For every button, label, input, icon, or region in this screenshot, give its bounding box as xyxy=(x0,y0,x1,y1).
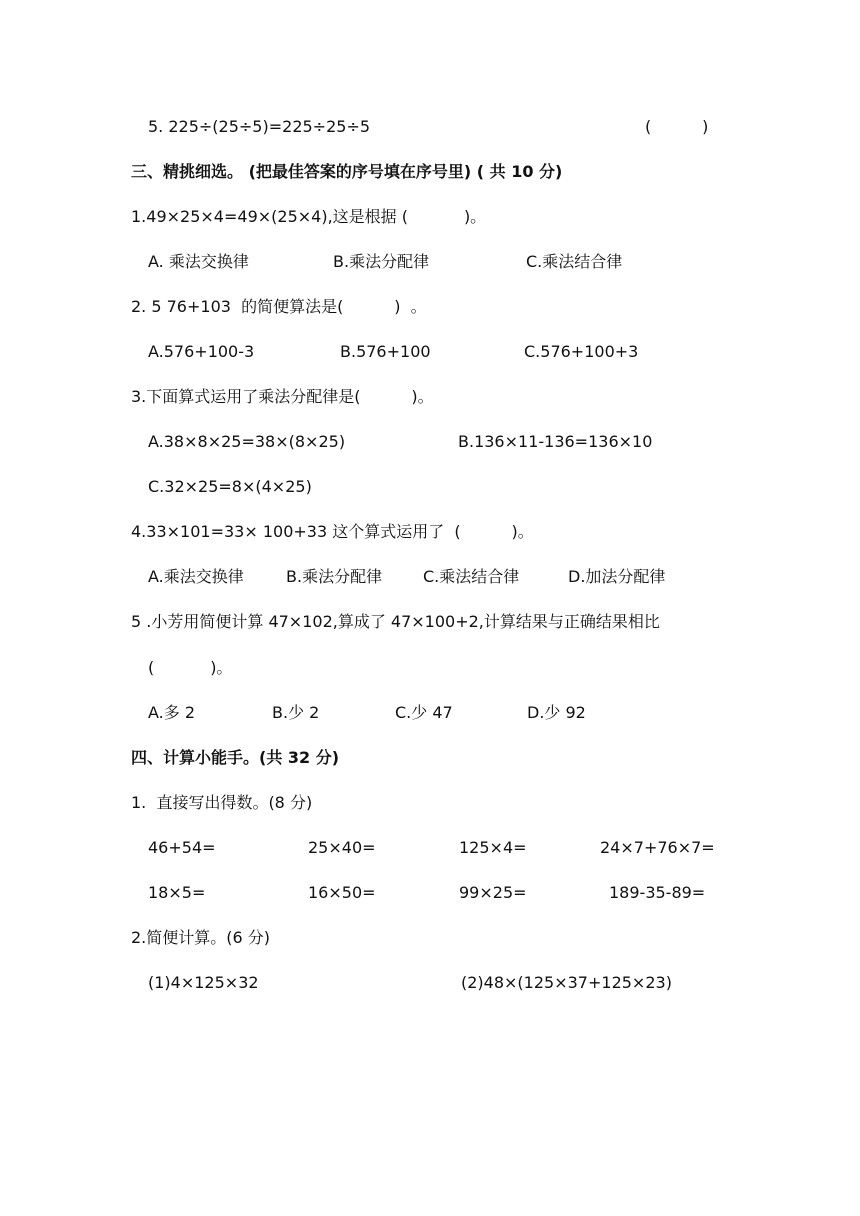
option-c[interactable]: C.576+100+3 xyxy=(524,342,639,361)
answer-blank[interactable]: ( ) xyxy=(645,117,709,136)
option-d[interactable]: D.加法分配律 xyxy=(568,567,666,586)
question-3-stem: 3.下面算式运用了乘法分配律是( )。 xyxy=(131,387,434,406)
option-a[interactable]: A.多 2 xyxy=(148,703,196,722)
option-c[interactable]: C.少 47 xyxy=(395,703,453,722)
option-c[interactable]: C.32×25=8×(4×25) xyxy=(148,477,312,496)
true-false-question-5: 5. 225÷(25÷5)=225÷25÷5 xyxy=(148,117,371,136)
question-5-blank[interactable]: ( )。 xyxy=(148,658,233,677)
option-d[interactable]: D.少 92 xyxy=(527,703,586,722)
option-b[interactable]: B.576+100 xyxy=(340,342,431,361)
part-2-title: 2.简便计算。(6 分) xyxy=(131,928,271,947)
simplify-item-2: (2)48×(125×37+125×23) xyxy=(461,973,672,992)
option-a[interactable]: A.576+100-3 xyxy=(148,342,255,361)
option-a[interactable]: A. 乘法交换律 xyxy=(148,252,249,271)
simplify-item-1: (1)4×125×32 xyxy=(148,973,259,992)
mental-math-item: 16×50= xyxy=(308,883,376,902)
mental-math-item: 18×5= xyxy=(148,883,206,902)
part-1-title: 1. 直接写出得数。(8 分) xyxy=(131,793,313,812)
mental-math-item: 25×40= xyxy=(308,838,376,857)
section-4-heading: 四、计算小能手。(共 32 分) xyxy=(131,748,340,767)
mental-math-item: 99×25= xyxy=(459,883,527,902)
question-1-stem: 1.49×25×4=49×(25×4),这是根据 ( )。 xyxy=(131,207,487,226)
question-2-stem: 2. 5 76+103 的简便算法是( ) 。 xyxy=(131,297,427,316)
mental-math-item: 189-35-89= xyxy=(609,883,706,902)
option-b[interactable]: B.少 2 xyxy=(272,703,320,722)
mental-math-item: 24×7+76×7= xyxy=(600,838,715,857)
option-a[interactable]: A.38×8×25=38×(8×25) xyxy=(148,432,346,451)
mental-math-item: 125×4= xyxy=(459,838,527,857)
question-4-stem: 4.33×101=33× 100+33 这个算式运用了 ( )。 xyxy=(131,522,534,541)
option-c[interactable]: C.乘法结合律 xyxy=(526,252,623,271)
option-c[interactable]: C.乘法结合律 xyxy=(423,567,520,586)
section-3-heading: 三、精挑细选。 (把最佳答案的序号填在序号里) ( 共 10 分) xyxy=(131,162,563,181)
option-b[interactable]: B.乘法分配律 xyxy=(333,252,430,271)
option-b[interactable]: B.136×11-136=136×10 xyxy=(458,432,653,451)
option-a[interactable]: A.乘法交换律 xyxy=(148,567,244,586)
option-b[interactable]: B.乘法分配律 xyxy=(286,567,383,586)
question-5-stem: 5 .小芳用简便计算 47×102,算成了 47×100+2,计算结果与正确结果相比 xyxy=(131,612,660,631)
mental-math-item: 46+54= xyxy=(148,838,216,857)
